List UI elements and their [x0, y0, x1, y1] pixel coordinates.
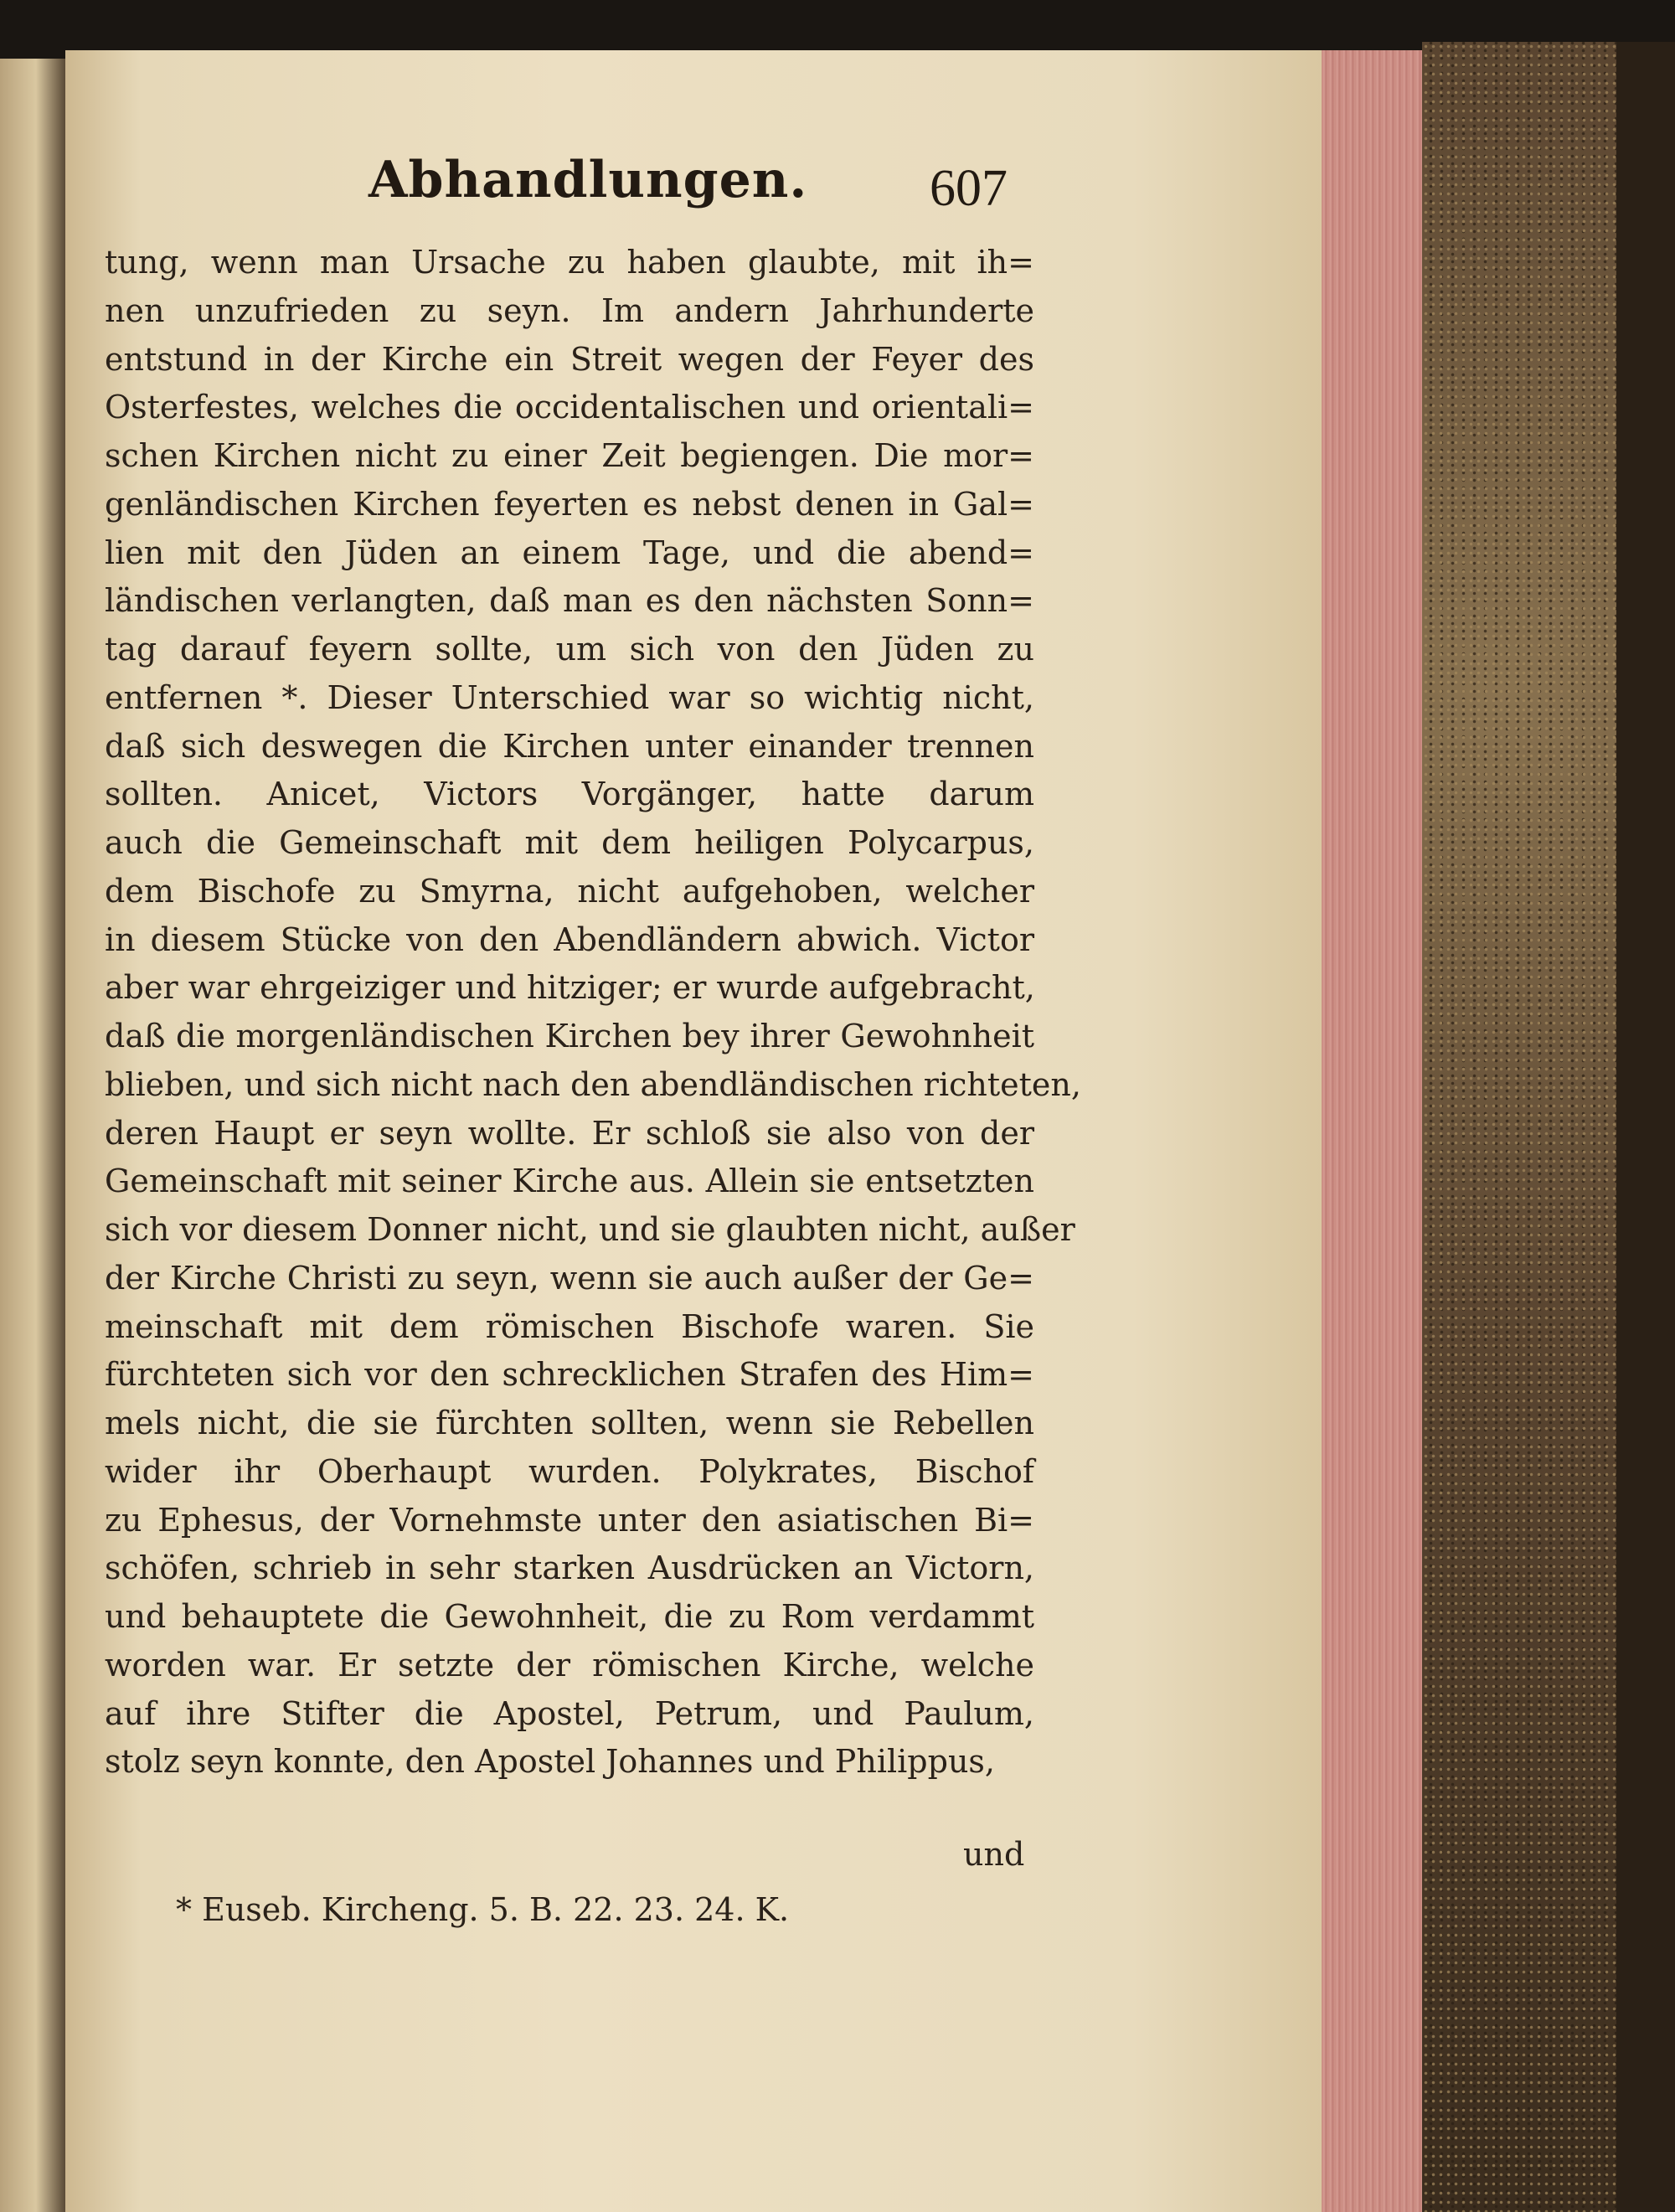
text-line: und behauptete die Gewohnheit, die zu Rom verdammt [105, 1598, 1034, 1635]
text-line: zu Ephesus, der Vornehmste unter den asiatischen Bi= [105, 1501, 1034, 1539]
body-text [105, 239, 1081, 1787]
text-line: auch die Gemeinschaft mit dem heiligen Polycarpus, [105, 824, 1034, 861]
text-line: entstund in der Kirche ein Streit wegen der Feyer des [105, 340, 1034, 378]
page-number: 607 [930, 160, 1008, 217]
text-line: mels nicht, die sie fürchten sollten, wenn sie Rebellen [105, 1405, 1034, 1441]
text-line: schen Kirchen nicht zu einer Zeit begiengen. Die mor= [105, 437, 1034, 474]
left-page-edge [0, 59, 65, 2212]
text-line: Gemeinschaft mit seiner Kirche aus. Allein sie entsetzten [105, 1163, 1034, 1200]
text-line: in diesem Stücke von den Abendländern abwich. Victor [105, 920, 1034, 958]
text-line: wider ihr Oberhaupt wurden. Polykrates, Bischof [105, 1452, 1034, 1490]
text-line: worden war. Er setzte der römischen Kirche, welche [105, 1646, 1034, 1683]
text-line: nen unzufrieden zu seyn. Im andern Jahrhunderte [105, 291, 1034, 329]
text-line: auf ihre Stifter die Apostel, Petrum, und Paulum, [105, 1694, 1034, 1732]
text-line: Osterfestes, welches die occidentalischen und orientali= [105, 389, 1034, 426]
text-line: blieben, und sich nicht nach den abendländischen richteten, [105, 1065, 1081, 1103]
text-line: daß die morgenländischen Kirchen bey ihrer Gewohnheit [105, 1018, 1034, 1054]
text-line: aber war ehrgeiziger und hitziger; er wurde aufgebracht, [105, 969, 1035, 1007]
text-line: sollten. Anicet, Victors Vorgänger, hatte darum [105, 776, 1034, 813]
text-line: ländischen verlangten, daß man es den nächsten Sonn= [105, 582, 1034, 620]
text-line: genländischen Kirchen feyerten es nebst denen in Gal= [105, 485, 1034, 523]
book-cover [1422, 42, 1675, 2212]
text-line: meinschaft mit dem römischen Bischofe waren. Sie [105, 1307, 1034, 1345]
text-line: daß sich deswegen die Kirchen unter einander trennen [105, 727, 1034, 765]
footnote: * Euseb. Kircheng. 5. B. 22. 23. 24. K. [176, 1891, 790, 1928]
running-head: Abhandlungen. [368, 151, 808, 209]
cover-spine [1616, 42, 1675, 2212]
text-line: deren Haupt er seyn wollte. Er schloß sie also von der [105, 1114, 1034, 1152]
text-line: sich vor diesem Donner nicht, und sie glaubten nicht, außer [105, 1211, 1075, 1248]
page-block-edge [1322, 50, 1422, 2212]
text-line: tung, wenn man Ursache zu haben glaubte, mit ih= [105, 244, 1034, 281]
catchword: und [963, 1836, 1025, 1873]
text-line: tag darauf feyern sollte, um sich von den Jüden zu [105, 631, 1034, 668]
text-line: der Kirche Christi zu seyn, wenn sie auch außer der Ge= [105, 1259, 1034, 1297]
text-line: dem Bischofe zu Smyrna, nicht aufgehoben, welcher [105, 872, 1034, 910]
text-line: stolz seyn konnte, den Apostel Johannes und Philippus, [105, 1743, 995, 1781]
text-line: fürchteten sich vor den schrecklichen Strafen des Him= [105, 1356, 1034, 1394]
text-line: lien mit den Jüden an einem Tage, und die abend= [105, 534, 1034, 571]
page-header [368, 142, 1038, 218]
text-line: entfernen *. Dieser Unterschied war so wichtig nicht, [105, 678, 1034, 716]
text-line: schöfen, schrieb in sehr starken Ausdrücken an Victorn, [105, 1549, 1034, 1587]
